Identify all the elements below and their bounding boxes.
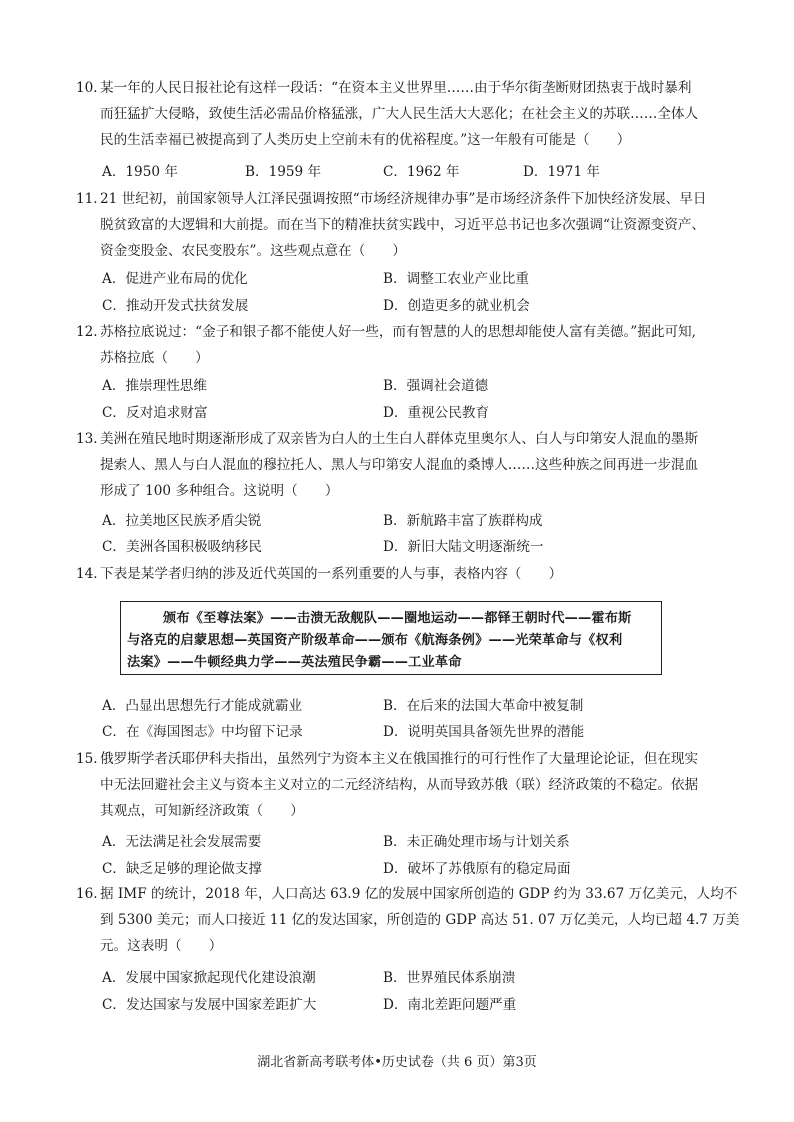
question-text-line: 提索人、黑人与白人混血的穆拉托人、黑人与印第安人混血的桑博人……这些种族之间再进一步混血: [100, 457, 699, 473]
option-a[interactable]: A．无法满足社会发展需要: [102, 834, 262, 850]
question-text-line: 16. 据 IMF 的统计，2018 年，人口高达 63.9 亿的发展中国家所创造的 GDP 约为 33.67 万亿美元，人均不: [76, 886, 738, 902]
option-c[interactable]: C．发达国家与发展中国家差距扩大: [102, 997, 317, 1013]
option-b[interactable]: B．强调社会道德: [383, 378, 489, 394]
option-b[interactable]: B．在后来的法国大革命中被复制: [383, 698, 584, 714]
option-a[interactable]: A．拉美地区民族矛盾尖锐: [102, 513, 262, 529]
option-c[interactable]: C．美洲各国积极吸纳移民: [102, 539, 262, 555]
question-number: 13.: [76, 431, 98, 447]
question-number: 16.: [76, 886, 98, 902]
question-text-line: 资金变股金、农民变股东”。这些观点意在（ ）: [100, 243, 407, 259]
option-c[interactable]: C．反对追求财富: [102, 405, 208, 421]
question-text-line: 10. 某一年的人民日报社论有这样一段话：“在资本主义世界里……由于华尔街垄断财团热衷于战时暴利: [76, 80, 692, 96]
question-number: 10.: [76, 80, 98, 96]
question-text-line: 到 5300 美元；而人口接近 11 亿的发达国家，所创造的 GDP 高达 51. 07 万亿美元，人均已超 4.7 万美: [100, 912, 740, 928]
table-box-line: 颁布《至尊法案》——击溃无敌舰队——圈地运动——都铎王朝时代——霍布斯: [163, 611, 632, 626]
events-table-box: [120, 601, 662, 675]
question-text-line: 13. 美洲在殖民地时期逐渐形成了双亲皆为白人的土生白人群体克里奥尔人、白人与印第安人混血的墨斯: [76, 431, 699, 447]
question-text-line: 元。这表明（ ）: [100, 938, 223, 954]
question-text-line: 脱贫致富的大逻辑和大前提。而在当下的精准扶贫实践中，习近平总书记也多次强调“让资源变资产、: [100, 217, 706, 233]
question-text-line: 形成了 100 多种组合。这说明（ ）: [100, 483, 339, 499]
option-d[interactable]: D．重视公民教育: [383, 405, 490, 421]
question-text-line: 14. 下表是某学者归纳的涉及近代英国的一系列重要的人与事，表格内容（ ）: [76, 566, 563, 582]
option-d[interactable]: D．新旧大陆文明逐渐统一: [383, 539, 544, 555]
question-text-line: 15. 俄罗斯学者沃耶伊科夫指出，虽然列宁为资本主义在俄国推行的可行性作了大量理论论证，但在现实: [76, 751, 699, 767]
question-text-line: 苏格拉底（ ）: [100, 350, 209, 366]
option-b[interactable]: B．调整工农业产业比重: [383, 271, 529, 287]
option-a[interactable]: A．1950 年: [102, 164, 178, 180]
option-b[interactable]: B．世界殖民体系崩溃: [383, 970, 516, 986]
option-d[interactable]: D．1971 年: [523, 164, 601, 180]
option-a[interactable]: A．发展中国家掀起现代化建设浪潮: [102, 970, 316, 986]
question-text-line: 11. 21 世纪初，前国家领导人江泽民强调按照“市场经济规律办事”是市场经济条件下加快经济发展、早日: [76, 191, 707, 207]
option-a[interactable]: A．推崇理性思维: [102, 378, 207, 394]
option-d[interactable]: D．南北差距问题严重: [383, 997, 517, 1013]
option-c[interactable]: C．缺乏足够的理论做支撑: [102, 861, 262, 877]
question-number: 12.: [76, 324, 98, 340]
option-b[interactable]: B．1959 年: [245, 164, 322, 180]
option-c[interactable]: C．在《海国图志》中均留下记录: [102, 724, 303, 740]
question-number: 15.: [76, 751, 98, 767]
option-c[interactable]: C．1962 年: [383, 164, 460, 180]
page-footer: 湖北省新高考联考体•历史试卷（共 6 页）第3页: [257, 1055, 537, 1070]
option-b[interactable]: B．未正确处理市场与计划关系: [383, 834, 570, 850]
table-box-line: 与洛克的启蒙思想—英国资产阶级革命——颁布《航海条例》——光荣革命与《权利: [127, 633, 623, 648]
question-number: 14.: [76, 566, 98, 582]
question-number: 11.: [76, 191, 98, 207]
question-text-line: 12. 苏格拉底说过：“金子和银子都不能使人好一些，而有智慧的人的思想却能使人富有美德。”据此可知,: [76, 324, 696, 340]
option-b[interactable]: B．新航路丰富了族群构成: [383, 513, 543, 529]
option-a[interactable]: A．凸显出思想先行才能成就霸业: [102, 698, 303, 714]
question-text-line: 中无法回避社会主义与资本主义对立的二元经济结构，从而导致苏俄（联）经济政策的不稳定。依据: [100, 777, 699, 793]
option-d[interactable]: D．创造更多的就业机会: [383, 298, 530, 314]
option-d[interactable]: D．说明英国具备领先世界的潜能: [383, 724, 585, 740]
option-a[interactable]: A．促进产业布局的优化: [102, 271, 248, 287]
option-d[interactable]: D．破坏了苏俄原有的稳定局面: [383, 861, 571, 877]
option-c[interactable]: C．推动开发式扶贫发展: [102, 298, 249, 314]
question-text-line: 其观点，可知新经济政策（ ）: [100, 803, 304, 819]
table-box-line: 法案》——牛顿经典力学——英法殖民争霸——工业革命: [127, 655, 462, 670]
question-text-line: 民的生活幸福已被提高到了人类历史上空前未有的优裕程度。”这一年般有可能是（ ）: [100, 132, 631, 148]
question-text-line: 而狂猛扩大侵略，致使生活必需品价格猛涨，广大人民生活大大恶化；在社会主义的苏联……全体人: [100, 106, 699, 122]
